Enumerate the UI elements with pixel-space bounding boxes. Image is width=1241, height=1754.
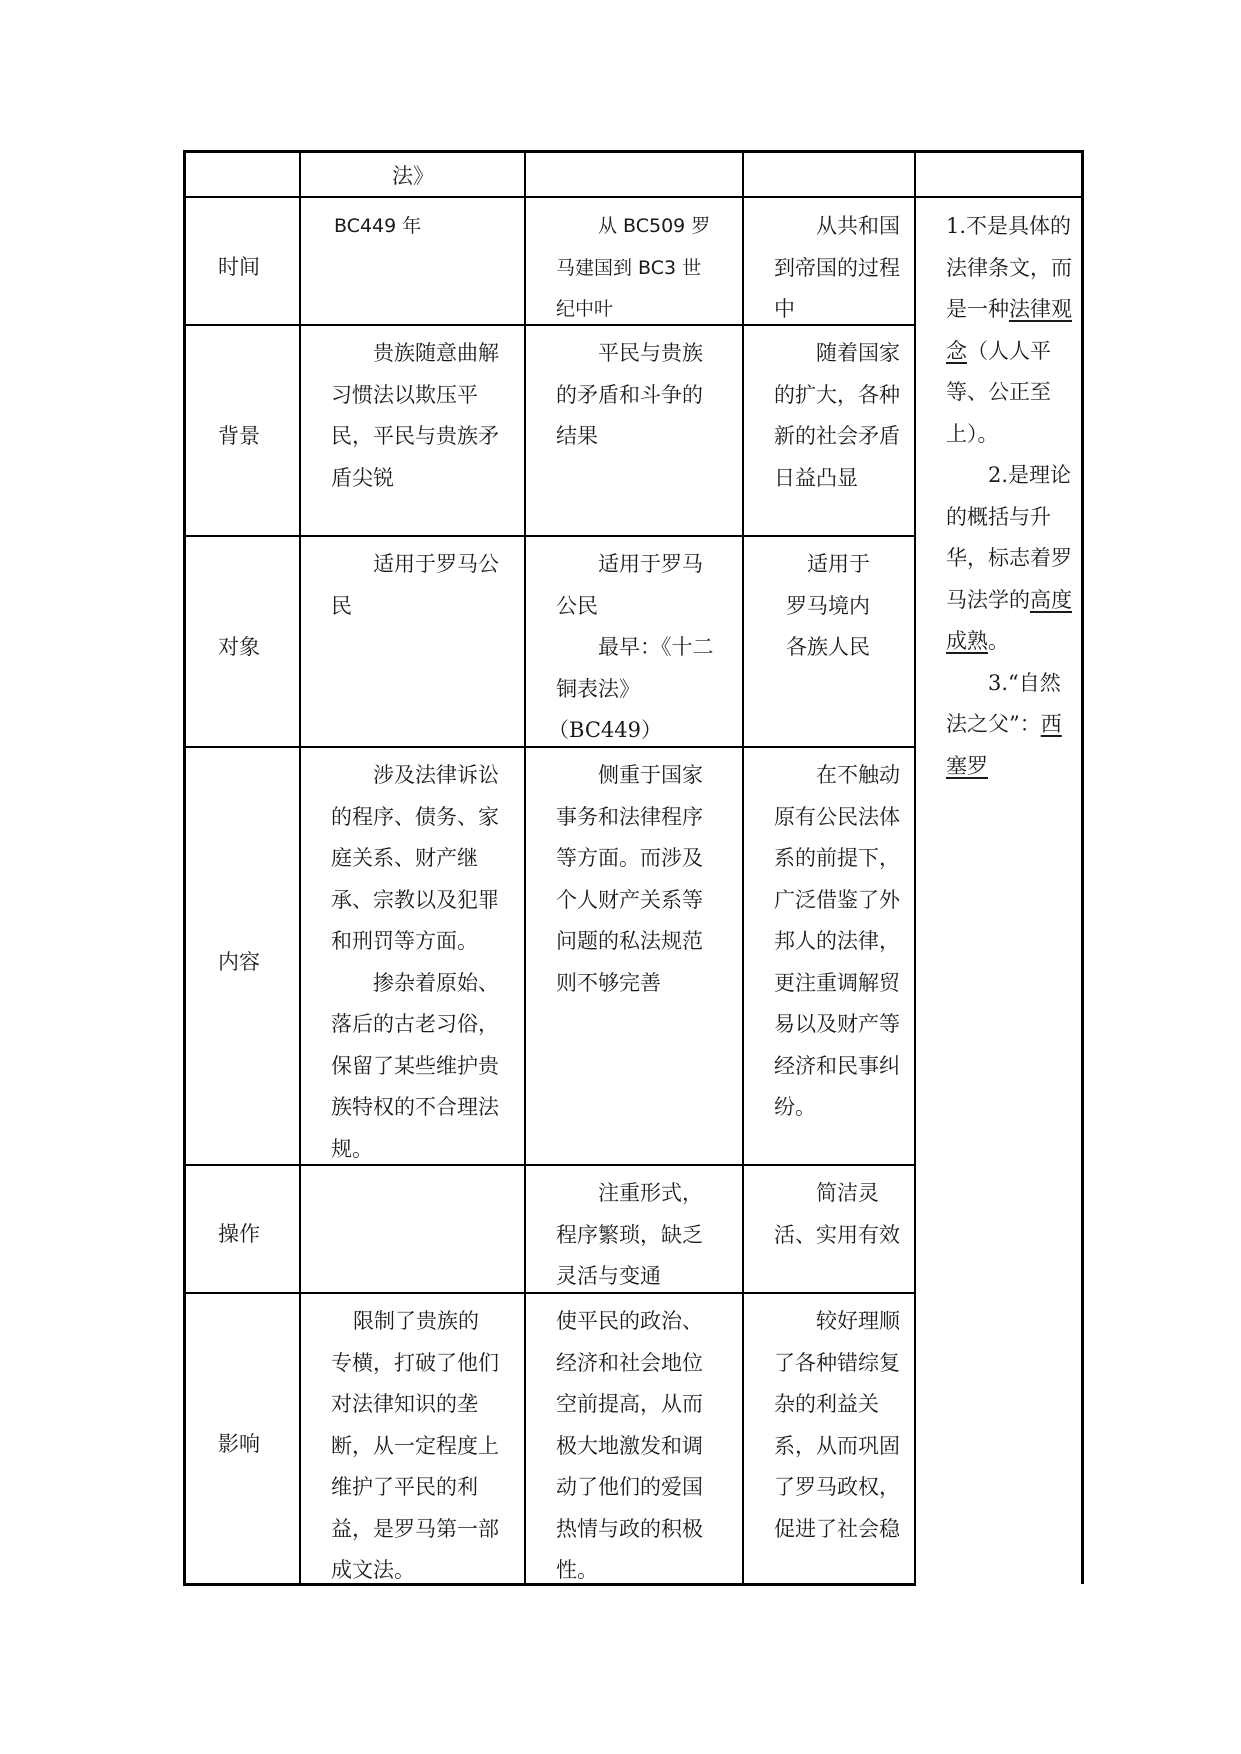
impact-col2: 使平民的政治、经济和社会地位空前提高，从而极大地激发和调动了他们的爱国热情与政的积极性。 bbox=[556, 1309, 703, 1582]
impact-col3: 较好理顺了各种错综复杂的利益关系，从而巩固了罗马政权，促进了社会稳 bbox=[774, 1309, 900, 1541]
row-divider-1 bbox=[184, 196, 1084, 198]
time-col1: BC449 年 bbox=[334, 215, 422, 237]
row-label-time: 时间 bbox=[218, 255, 260, 279]
operation-col2: 注重形式，程序繁琐，缺乏灵活与变通 bbox=[556, 1181, 703, 1288]
summary-point-3: 3.“自然法之父”：西塞罗 bbox=[946, 670, 1062, 778]
table-right-border bbox=[1081, 150, 1084, 1584]
col-divider-3 bbox=[742, 150, 744, 1586]
row-divider-5 bbox=[184, 1164, 914, 1166]
operation-col3: 简洁灵活、实用有效 bbox=[774, 1181, 900, 1247]
header-col1-text: 法》 bbox=[392, 164, 434, 188]
content-col1: 涉及法律诉讼的程序、债务、家庭关系、财产继承、宗教以及犯罪和刑罚等方面。 掺杂着原始、落后的古老习俗，保留了某些维护贵族特权的不合理法规。 bbox=[331, 763, 499, 1161]
background-col2: 平民与贵族的矛盾和斗争的结果 bbox=[556, 341, 703, 448]
object-col1: 适用于罗马公民 bbox=[331, 552, 499, 618]
col-divider-4 bbox=[914, 150, 916, 1586]
impact-col1: 限制了贵族的专横，打破了他们对法律知识的垄断，从一定程度上维护了平民的利益，是罗马第一部成文法。 bbox=[331, 1309, 499, 1582]
content-col2: 侧重于国家事务和法律程序等方面。而涉及个人财产关系等问题的私法规范则不够完善 bbox=[556, 763, 703, 995]
col-divider-2 bbox=[524, 150, 526, 1586]
table-left-border bbox=[183, 150, 186, 1586]
row-divider-6 bbox=[184, 1292, 914, 1294]
row-label-impact: 影响 bbox=[218, 1432, 260, 1456]
time-col2: 从 BC509 罗马建国到 BC3 世纪中叶 bbox=[556, 215, 711, 320]
object-col3: 适用于 罗马境内 各族人民 bbox=[786, 552, 870, 659]
background-col1: 贵族随意曲解习惯法以欺压平民，平民与贵族矛盾尖锐 bbox=[331, 341, 499, 490]
row-label-object: 对象 bbox=[218, 635, 260, 659]
row-divider-3 bbox=[184, 535, 914, 537]
object-col2: 适用于罗马公民 最早：《十二铜表法》 （BC449） bbox=[548, 552, 714, 742]
row-label-content: 内容 bbox=[218, 950, 260, 974]
background-col3: 随着国家的扩大，各种新的社会矛盾日益凸显 bbox=[774, 341, 900, 490]
row-label-background: 背景 bbox=[218, 424, 260, 448]
summary-point-2: 2.是理论的概括与升华，标志着罗马法学的高度成熟。 bbox=[946, 463, 1072, 653]
summary-column bbox=[946, 206, 1072, 787]
col-divider-1 bbox=[299, 150, 301, 1586]
table-top-border bbox=[184, 150, 1084, 153]
legal-concept-term: 法律观念 bbox=[946, 297, 1072, 363]
time-col3: 从共和国到帝国的过程中 bbox=[774, 214, 900, 321]
cicero-term: 西塞罗 bbox=[946, 712, 1062, 778]
high-maturity-term: 高度成熟 bbox=[946, 587, 1072, 653]
content-col3: 在不触动原有公民法体系的前提下，广泛借鉴了外邦人的法律，更注重调解贸易以及财产等经济和民事纠纷。 bbox=[774, 763, 900, 1119]
row-label-operation: 操作 bbox=[218, 1222, 260, 1246]
summary-point-1: 1.不是具体的法律条文，而是一种法律观念（人人平等、公正至上）。 bbox=[946, 214, 1072, 446]
